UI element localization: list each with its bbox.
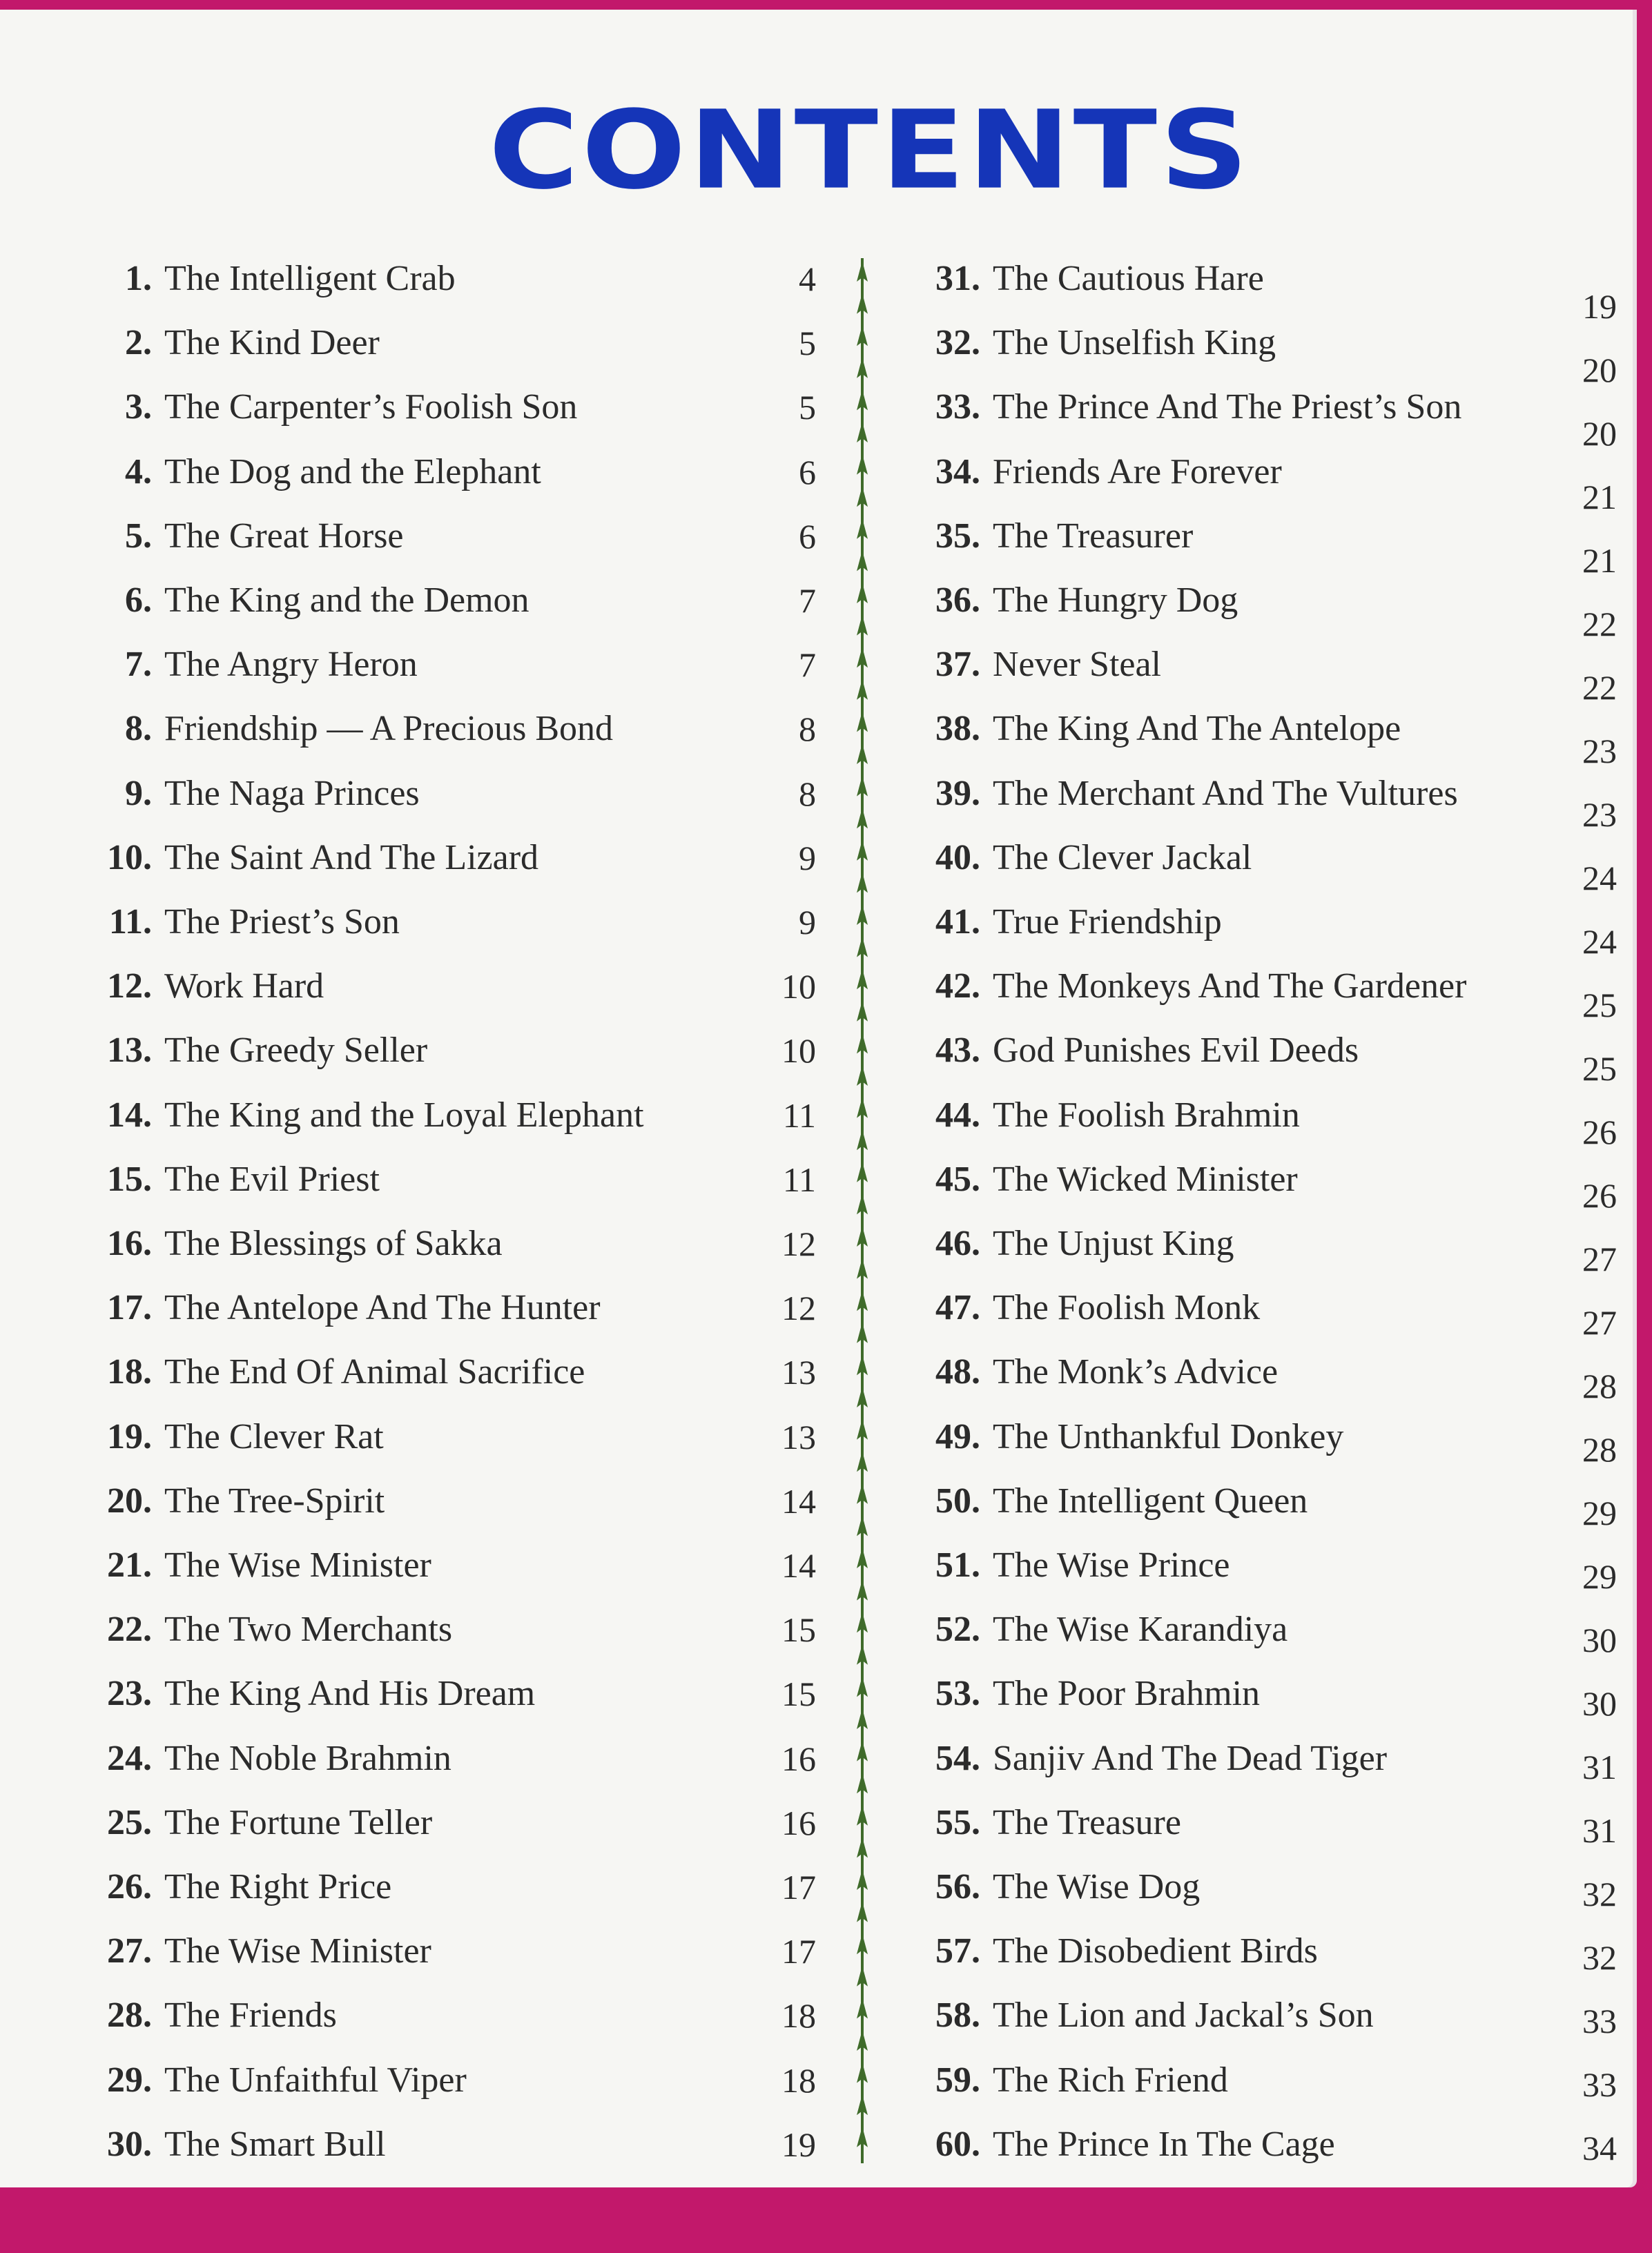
entry-page-number: 28 (1582, 1367, 1617, 1405)
entry-title: The Cautious Hare (993, 259, 1264, 298)
entry-page-number: 28 (1582, 1430, 1617, 1469)
entry-number: 22. (107, 1610, 152, 1650)
entry-number: 58. (935, 1996, 980, 2036)
entry-title: The Foolish Brahmin (993, 1095, 1300, 1135)
entry-number: 38. (935, 709, 980, 749)
entry-page-number: 23 (1582, 732, 1617, 770)
entry-number: 13. (107, 1031, 152, 1071)
entry-title: The Friends (164, 1996, 337, 2036)
entry-page-number: 10 (781, 967, 816, 1006)
entry-page-number: 32 (1582, 1938, 1617, 1977)
entry-title: The Poor Brahmin (993, 1674, 1261, 1714)
entry-number: 31. (935, 259, 980, 298)
entry-page-number: 26 (1582, 1113, 1617, 1151)
entry-number: 10. (107, 837, 152, 877)
entry-number: 51. (935, 1545, 980, 1585)
entry-page-number: 30 (1582, 1621, 1617, 1659)
entry-page-number: 33 (1582, 2065, 1617, 2104)
entry-title: The Smart Bull (164, 2124, 386, 2164)
entry-page-number: 8 (799, 710, 816, 749)
toc-entry (911, 959, 1466, 1014)
toc-entry (90, 1924, 431, 1979)
entry-title: The Rich Friend (993, 2060, 1228, 2100)
toc-entry (911, 509, 1193, 564)
entry-page-number: 20 (1582, 414, 1617, 453)
entry-title: The Unselfish King (993, 323, 1276, 363)
entry-number: 5. (125, 516, 152, 556)
entry-number: 28. (107, 1996, 152, 2036)
entry-title: The Merchant And The Vultures (993, 773, 1458, 813)
toc-entry (90, 1345, 585, 1400)
arrow-divider (851, 258, 873, 2163)
toc-entry (911, 1860, 1200, 1915)
entry-title: The Monkeys And The Gardener (993, 966, 1467, 1006)
entry-number: 18. (107, 1352, 152, 1392)
entry-title: Friendship — A Precious Bond (164, 709, 614, 749)
entry-page-number: 8 (799, 774, 816, 813)
toc-entry (90, 445, 541, 500)
entry-title: The End Of Animal Sacrifice (164, 1352, 585, 1392)
entry-number: 12. (107, 966, 152, 1006)
entry-title: The Wise Minister (164, 1545, 431, 1585)
entry-number: 16. (107, 1224, 152, 1263)
entry-number: 56. (935, 1867, 980, 1906)
entry-title: The Wicked Minister (993, 1159, 1298, 1199)
entry-number: 60. (935, 2124, 980, 2164)
entry-page-number: 31 (1582, 1748, 1617, 1786)
entry-number: 4. (125, 451, 152, 491)
entry-number: 2. (125, 323, 152, 363)
entry-page-number: 5 (799, 324, 816, 363)
entry-title: The Noble Brahmin (164, 1738, 451, 1778)
entry-number: 41. (935, 902, 980, 942)
entry-number: 40. (935, 837, 980, 877)
toc-entry (90, 1474, 385, 1529)
entry-number: 42. (935, 966, 980, 1006)
toc-entry (911, 2053, 1228, 2108)
toc-entry (90, 1410, 384, 1465)
entry-number: 44. (935, 1095, 980, 1135)
entry-number: 33. (935, 387, 980, 427)
entry-number: 45. (935, 1159, 980, 1199)
entry-title: The Lion and Jackal’s Son (993, 1996, 1374, 2036)
entry-page-number: 9 (799, 903, 816, 942)
toc-entry (90, 1152, 380, 1207)
entry-number: 32. (935, 323, 980, 363)
entry-number: 37. (935, 645, 980, 685)
entry-number: 3. (125, 387, 152, 427)
entry-page-number: 27 (1582, 1303, 1617, 1342)
toc-entry (90, 1988, 337, 2043)
entry-title: The Wise Dog (993, 1867, 1201, 1906)
entry-page-number: 30 (1582, 1684, 1617, 1723)
toc-entry (90, 1216, 503, 1271)
entry-number: 36. (935, 581, 980, 620)
toc-entry (90, 830, 538, 886)
toc-entry (911, 1731, 1387, 1786)
toc-entry (90, 1023, 427, 1078)
toc-entry (90, 637, 418, 692)
entry-number: 49. (935, 1416, 980, 1456)
toc-entry (911, 573, 1238, 628)
book-page (0, 10, 1633, 2187)
toc-entry (90, 701, 613, 757)
entry-title: The Naga Princes (164, 773, 420, 813)
toc-entry (90, 1088, 644, 1143)
toc-entry (911, 315, 1276, 371)
entry-number: 25. (107, 1802, 152, 1842)
entry-page-number: 12 (781, 1225, 816, 1263)
entry-page-number: 24 (1582, 922, 1617, 961)
entry-page-number: 19 (1582, 287, 1617, 326)
entry-title: The Fortune Teller (164, 1802, 433, 1842)
entry-title: The Antelope And The Hunter (164, 1288, 601, 1328)
entry-page-number: 26 (1582, 1176, 1617, 1215)
entry-title: The King And His Dream (164, 1674, 536, 1714)
entry-title: The King And The Antelope (993, 709, 1401, 749)
entry-page-number: 25 (1582, 986, 1617, 1024)
toc-entry (90, 895, 400, 950)
toc-entry (90, 1731, 451, 1786)
entry-title: The Wise Karandiya (993, 1610, 1288, 1650)
entry-page-number: 10 (781, 1031, 816, 1071)
entry-title: The Priest’s Son (164, 902, 400, 942)
entry-title: The Two Merchants (164, 1610, 453, 1650)
entry-title: The Treasurer (993, 516, 1194, 556)
toc-entry (911, 2117, 1335, 2172)
entry-title: The Carpenter’s Foolish Son (164, 387, 578, 427)
entry-number: 17. (107, 1288, 152, 1328)
entry-page-number: 22 (1582, 668, 1617, 707)
toc-entry (90, 1860, 391, 1915)
entry-page-number: 21 (1582, 541, 1617, 580)
toc-entry (911, 637, 1161, 692)
entry-number: 1. (125, 259, 152, 298)
entry-page-number: 29 (1582, 1557, 1617, 1596)
entry-title: The Prince In The Cage (993, 2124, 1335, 2164)
entry-page-number: 6 (799, 516, 816, 556)
toc-entry (911, 1152, 1298, 1207)
entry-title: The Prince And The Priest’s Son (993, 387, 1462, 427)
toc-entry (911, 1280, 1260, 1336)
entry-title: The Kind Deer (164, 323, 380, 363)
entry-page-number: 24 (1582, 859, 1617, 897)
entry-page-number: 20 (1582, 351, 1617, 389)
entry-number: 54. (935, 1738, 980, 1778)
contents-heading: CONTENTS (488, 87, 1252, 213)
entry-number: 14. (107, 1095, 152, 1135)
entry-number: 47. (935, 1288, 980, 1328)
toc-entry (90, 1280, 601, 1336)
toc-entry (911, 895, 1222, 950)
entry-page-number: 18 (781, 1996, 816, 2036)
entry-page-number: 7 (799, 645, 816, 685)
entry-title: The Tree-Spirit (164, 1481, 385, 1521)
entry-page-number: 27 (1582, 1240, 1617, 1278)
entry-page-number: 11 (782, 1160, 816, 1199)
toc-entry (911, 766, 1458, 821)
entry-page-number: 23 (1582, 795, 1617, 834)
entry-title: The Angry Heron (164, 645, 418, 685)
entry-number: 20. (107, 1481, 152, 1521)
toc-entry (90, 959, 324, 1014)
entry-number: 27. (107, 1931, 152, 1971)
entry-title: The Unjust King (993, 1224, 1234, 1263)
entry-number: 9. (125, 773, 152, 813)
toc-entry (911, 1988, 1374, 2043)
entry-page-number: 13 (781, 1417, 816, 1456)
entry-number: 43. (935, 1031, 980, 1071)
entry-page-number: 15 (781, 1610, 816, 1650)
toc-entry (90, 251, 456, 306)
toc-entry (911, 1216, 1234, 1271)
toc-entry (90, 1666, 535, 1722)
entry-title: The Right Price (164, 1867, 392, 1906)
entry-number: 8. (125, 709, 152, 749)
entry-title: The Clever Jackal (993, 837, 1252, 877)
entry-page-number: 6 (799, 452, 816, 491)
entry-page-number: 11 (782, 1095, 816, 1135)
entry-title: The Dog and the Elephant (164, 451, 541, 491)
toc-entry (911, 445, 1282, 500)
entry-title: The Greedy Seller (164, 1031, 428, 1071)
entry-title: The Blessings of Sakka (164, 1224, 503, 1263)
entry-title: The Wise Minister (164, 1931, 431, 1971)
entry-number: 48. (935, 1352, 980, 1392)
toc-entry (911, 830, 1252, 886)
entry-page-number: 5 (799, 388, 816, 427)
entry-title: The Disobedient Birds (993, 1931, 1318, 1971)
toc-entry (911, 1795, 1181, 1851)
toc-entry (90, 1538, 431, 1593)
toc-entry (911, 1666, 1260, 1722)
entry-page-number: 34 (1582, 2129, 1617, 2167)
toc-entry (911, 1345, 1278, 1400)
entry-title: God Punishes Evil Deeds (993, 1031, 1359, 1071)
entry-number: 52. (935, 1610, 980, 1650)
entry-number: 59. (935, 2060, 980, 2100)
entry-title: The Intelligent Crab (164, 259, 456, 298)
entry-page-number: 17 (781, 1868, 816, 1906)
page-edge-border (0, 2187, 1652, 2253)
entry-page-number: 9 (799, 838, 816, 877)
entry-number: 53. (935, 1674, 980, 1714)
entry-number: 39. (935, 773, 980, 813)
entry-page-number: 16 (781, 1803, 816, 1842)
entry-number: 6. (125, 581, 152, 620)
toc-entry (911, 1924, 1318, 1979)
entry-title: The Intelligent Queen (993, 1481, 1308, 1521)
toc-entry (90, 2053, 467, 2108)
entry-number: 57. (935, 1931, 980, 1971)
entry-number: 11. (108, 902, 152, 942)
toc-entry (911, 251, 1264, 306)
entry-number: 15. (107, 1159, 152, 1199)
entry-title: The Wise Prince (993, 1545, 1230, 1585)
entry-page-number: 17 (781, 1932, 816, 1971)
toc-entry (90, 1795, 432, 1851)
entry-page-number: 19 (781, 2125, 816, 2164)
entry-title: Never Steal (993, 645, 1162, 685)
entry-title: The Treasure (993, 1802, 1181, 1842)
toc-entry (90, 2117, 386, 2172)
toc-entry (90, 509, 404, 564)
entry-page-number: 14 (781, 1546, 816, 1585)
entry-page-number: 32 (1582, 1875, 1617, 1913)
entry-page-number: 15 (781, 1675, 816, 1714)
entry-number: 34. (935, 451, 980, 491)
toc-entry (911, 1410, 1343, 1465)
toc-entry (911, 1538, 1230, 1593)
toc-entry (911, 1474, 1308, 1529)
entry-title: Work Hard (164, 966, 324, 1006)
entry-page-number: 29 (1582, 1494, 1617, 1532)
entry-page-number: 4 (799, 260, 816, 298)
entry-title: The Great Horse (164, 516, 404, 556)
entry-page-number: 18 (781, 2060, 816, 2100)
entry-page-number: 16 (781, 1739, 816, 1778)
entry-number: 21. (107, 1545, 152, 1585)
entry-title: The Unfaithful Viper (164, 2060, 467, 2100)
toc-entry (911, 1602, 1287, 1657)
entry-title: The Clever Rat (164, 1416, 384, 1456)
toc-entry (911, 380, 1461, 435)
entry-page-number: 25 (1582, 1049, 1617, 1088)
toc-entry (90, 766, 420, 821)
entry-title: The King and the Demon (164, 581, 529, 620)
entry-number: 50. (935, 1481, 980, 1521)
entry-number: 35. (935, 516, 980, 556)
entry-page-number: 33 (1582, 2002, 1617, 2040)
entry-page-number: 7 (799, 581, 816, 620)
entry-number: 55. (935, 1802, 980, 1842)
entry-number: 7. (125, 645, 152, 685)
entry-number: 19. (107, 1416, 152, 1456)
entry-number: 24. (107, 1738, 152, 1778)
entry-title: The Foolish Monk (993, 1288, 1261, 1328)
entry-title: The Monk’s Advice (993, 1352, 1279, 1392)
entry-number: 23. (107, 1674, 152, 1714)
entry-title: The Unthankful Donkey (993, 1416, 1344, 1456)
toc-entry (90, 573, 529, 628)
toc-entry (90, 380, 577, 435)
entry-title: The King and the Loyal Elephant (164, 1095, 644, 1135)
entry-page-number: 13 (781, 1353, 816, 1392)
entry-page-number: 22 (1582, 605, 1617, 643)
entry-number: 29. (107, 2060, 152, 2100)
toc-entry (911, 701, 1401, 757)
entry-title: True Friendship (993, 902, 1222, 942)
entry-number: 46. (935, 1224, 980, 1263)
entry-page-number: 31 (1582, 1811, 1617, 1850)
entry-page-number: 14 (781, 1481, 816, 1521)
entry-number: 30. (107, 2124, 152, 2164)
toc-entry (911, 1023, 1359, 1078)
entry-title: Friends Are Forever (993, 451, 1282, 491)
toc-entry (911, 1088, 1300, 1143)
toc-entry (90, 315, 380, 371)
entry-title: The Hungry Dog (993, 581, 1238, 620)
entry-page-number: 12 (781, 1289, 816, 1328)
entry-page-number: 21 (1582, 478, 1617, 516)
entry-title: The Saint And The Lizard (164, 837, 539, 877)
entry-title: Sanjiv And The Dead Tiger (993, 1738, 1388, 1778)
entry-title: The Evil Priest (164, 1159, 380, 1199)
entry-number: 26. (107, 1867, 152, 1906)
toc-entry (90, 1602, 452, 1657)
